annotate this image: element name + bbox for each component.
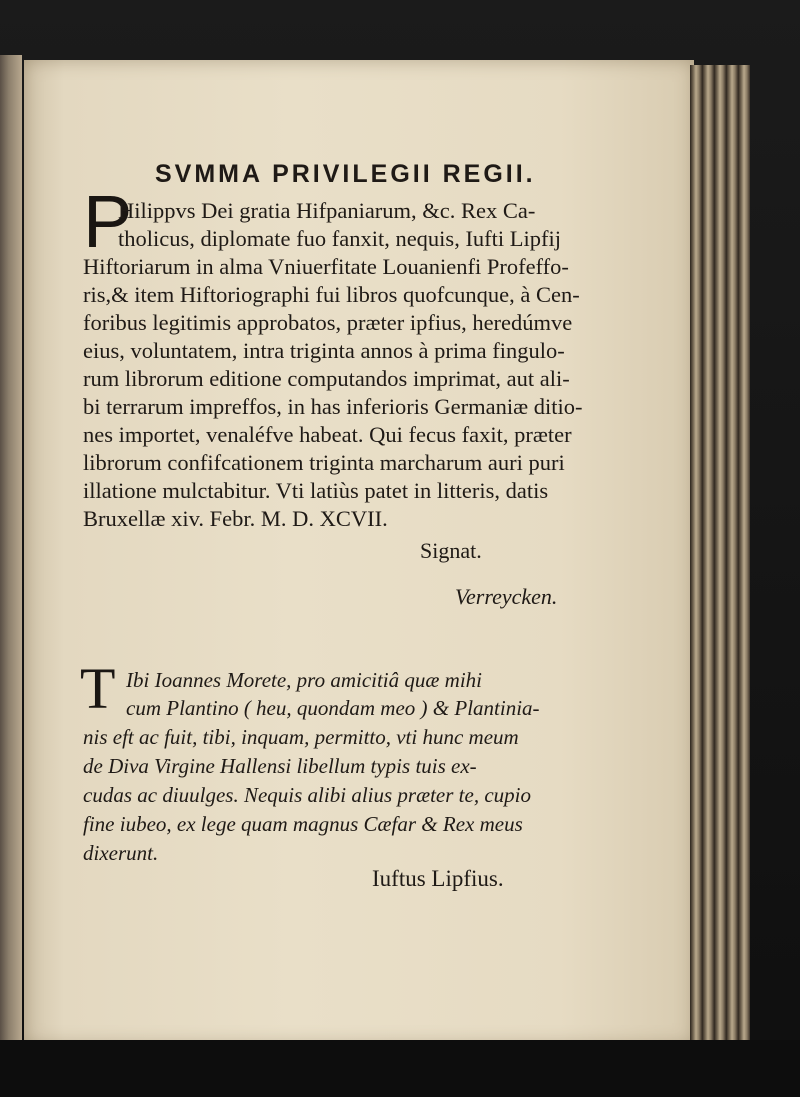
page-edges-gutter (690, 65, 750, 1045)
bottom-shadow (0, 1040, 800, 1097)
letter-line-5: cudas ac diuulges. Nequis alibi alius præter te, cupio (83, 783, 531, 807)
privilege-line-2: tholicus, diplomate fuo fanxit, nequis, Iufti Lipfij (118, 226, 562, 251)
privilege-line-6: eius, voluntatem, intra triginta annos à prima fingulo- (83, 338, 565, 363)
privilege-line-1: Hilippvs Dei gratia Hifpaniarum, &c. Rex Ca- (118, 198, 536, 223)
dropcap-t: T (80, 656, 116, 721)
letter-line-7: dixerunt. (83, 841, 159, 865)
privilege-line-10: librorum confifcationem triginta marcharum auri puri (83, 450, 565, 475)
signer-verreycken: Verreycken. (455, 584, 558, 609)
letter-line-6: fine iubeo, ex lege quam magnus Cæfar & Rex meus (83, 812, 523, 836)
left-page-edge (0, 55, 22, 1040)
privilege-line-5: foribus legitimis approbatos, præter ipfius, heredúmve (83, 310, 573, 335)
letter-line-4: de Diva Virgine Hallensi libellum typis tuis ex- (83, 754, 477, 778)
signature-lipsius: Iuftus Lipfius. (372, 866, 504, 891)
signat-label: Signat. (420, 538, 482, 563)
page-title: SVMMA PRIVILEGII REGII. (155, 160, 536, 188)
letter-line-1: Ibi Ioannes Moretе, pro amicitiâ quæ mihi (126, 668, 482, 692)
letter-line-3: nis eft ac fuit, tibi, inquam, permitto, vti hunc meum (83, 725, 519, 749)
privilege-line-11: illatione mulctabitur. Vti latiùs patet in litteris, datis (83, 478, 549, 503)
privilege-line-8: bi terrarum impreffos, in has inferioris Germaniæ ditio- (83, 394, 583, 419)
dropcap-p: P (83, 180, 133, 263)
privilege-line-3: Hiftoriarum in alma Vniuerfitate Louanienfi Profeffo- (83, 254, 569, 279)
privilege-line-9: nes importet, venaléfve habeat. Qui fecus faxit, præter (83, 422, 572, 447)
privilege-line-4: ris,& item Hiftoriographi fui libros quofcunque, à Cen- (83, 282, 580, 307)
privilege-line-7: rum librorum editione computandos imprimat, aut ali- (83, 366, 570, 391)
letter-line-2: cum Plantino ( heu, quondam meo ) & Plantinia- (126, 696, 540, 720)
privilege-line-12: Bruxellæ xiv. Febr. M. D. XCVII. (83, 506, 388, 531)
